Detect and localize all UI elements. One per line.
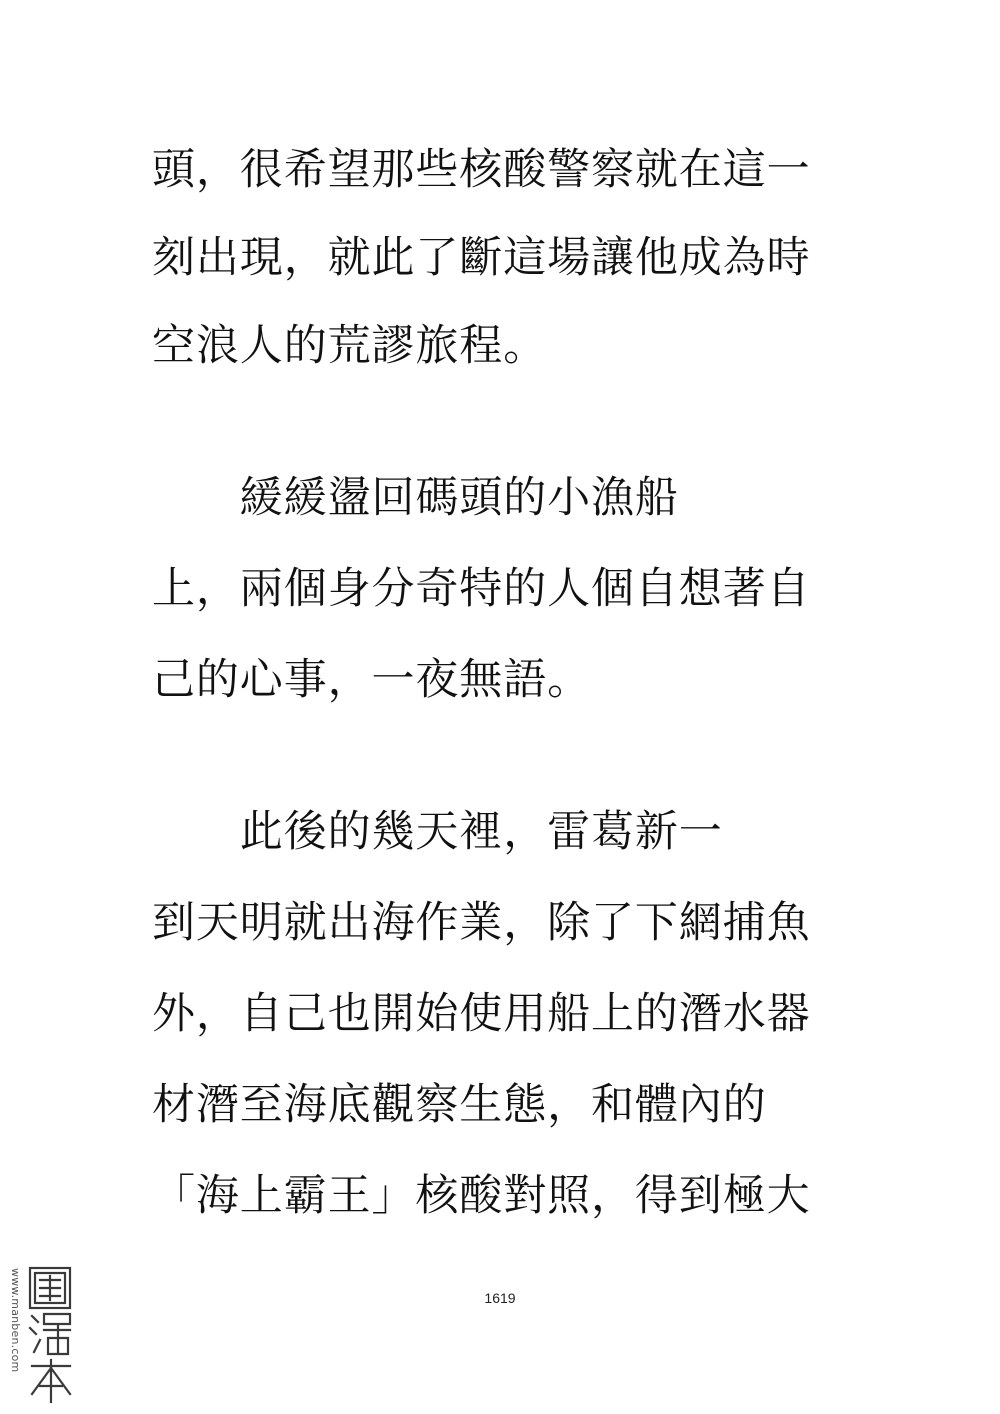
page-number: 1619 (484, 1290, 516, 1306)
text-line: 刻出現，就此了斷這場讓他成為時 (152, 233, 811, 283)
text-line: 空浪人的荒謬旅程。 (152, 321, 548, 371)
text-line: 緩緩盪回碼頭的小漁船 (152, 473, 679, 523)
text-line: 此後的幾天裡，雷葛新一 (152, 807, 723, 857)
text-line: 外，自己也開始使用船上的潛水器 (152, 989, 811, 1039)
text-line: 材潛至海底觀察生態，和體內的 (152, 1080, 767, 1130)
watermark-url: www.manben.com (9, 1268, 22, 1373)
text-line: 「海上霸王」核酸對照，得到極大 (152, 1171, 811, 1221)
text-line: 到天明就出海作業，除了下網捕魚 (152, 898, 811, 948)
text-line: 上，兩個身分奇特的人個自想著自 (152, 564, 811, 614)
text-line: 己的心事，一夜無語。 (152, 655, 591, 705)
text-line: 頭，很希望那些核酸警察就在這一 (152, 145, 811, 195)
watermark-logo-icon (8, 1262, 78, 1408)
